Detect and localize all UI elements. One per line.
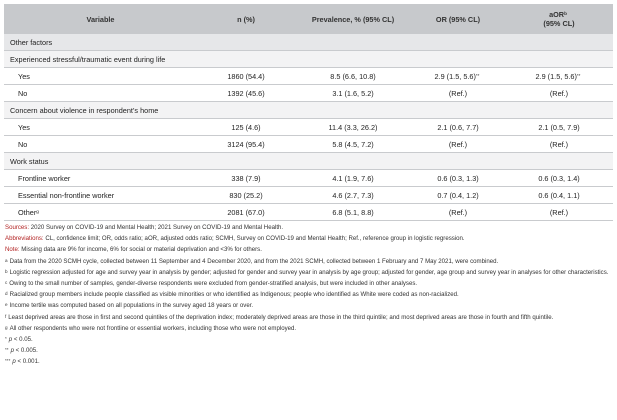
cell-or: (Ref.) (411, 85, 505, 102)
cell-aor: 2.1 (0.5, 7.9) (505, 119, 613, 136)
row-label: Frontline worker (4, 170, 197, 187)
cell-or: 0.7 (0.4, 1.2) (411, 187, 505, 204)
note-label: Note: (5, 246, 20, 254)
sig-text: < 0.005. (13, 347, 38, 355)
row-label: Yes (4, 68, 197, 85)
cell-prevalence: 8.5 (6.6, 10.8) (295, 68, 411, 85)
significance-note (4, 358, 613, 366)
sig-mark: * (5, 335, 7, 341)
header-variable: Variable (4, 4, 197, 34)
cell-or (411, 68, 505, 85)
significance-note (4, 336, 613, 344)
table-row (4, 170, 613, 187)
group-row (4, 102, 613, 119)
section-row (4, 34, 613, 51)
cell-prevalence: 3.1 (1.6, 5.2) (295, 85, 411, 102)
sources-note (4, 224, 613, 232)
table-row (4, 68, 613, 85)
missing-data-note (4, 246, 613, 254)
section-title: Other factors (4, 34, 613, 51)
footnote-text: All other respondents who were not frontline or essential workers, including those who were not employed. (9, 324, 297, 332)
cell-n: 3124 (95.4) (197, 136, 295, 153)
row-label: Essential non-frontline worker (4, 187, 197, 204)
table-container (4, 4, 613, 369)
header-n: n (%) (197, 4, 295, 34)
cell-or: 2.1 (0.6, 7.7) (411, 119, 505, 136)
cell-or: (Ref.) (411, 136, 505, 153)
table-row (4, 204, 613, 221)
cell-n: 2081 (67.0) (197, 204, 295, 221)
sources-text: 2020 Survey on COVID-19 and Mental Health; 2021 Survey on COVID-19 and Mental Health. (29, 224, 284, 231)
header-or: OR (95% CL) (411, 4, 505, 34)
header-aor-cl: (95% CL) (543, 19, 575, 28)
table-row (4, 85, 613, 102)
footnote-mark: e (5, 302, 8, 308)
row-label-text: Other (18, 207, 37, 217)
abbreviations-text: CL, confidence limit; OR, odds ratio; aOR, adjusted odds ratio; SCMH, Survey on COVID-19 and Mental Health; Ref., reference group in logistic regression. (43, 235, 465, 243)
sig-p: p (12, 358, 16, 366)
sig-text: < 0.05. (12, 335, 33, 343)
cell-aor (505, 68, 613, 85)
cell-or: 0.6 (0.3, 1.3) (411, 170, 505, 187)
footnote-text: Racialized group members include people classified as visible minorities or who identified as Indigenous; people who identified as White were coded as non-racialized. (9, 291, 459, 299)
sig-p: p (10, 347, 14, 355)
sig-text: < 0.001. (15, 358, 40, 366)
abbreviations-note (4, 235, 613, 243)
cell-or-value: 2.9 (1.5, 5.6) (434, 71, 476, 81)
table-notes (4, 224, 613, 366)
table-row (4, 187, 613, 204)
group-row (4, 153, 613, 170)
sig-mark: ** (5, 347, 9, 353)
footnote (4, 258, 613, 266)
cell-aor: (Ref.) (505, 136, 613, 153)
cell-prevalence: 4.1 (1.9, 7.6) (295, 170, 411, 187)
cell-prevalence: 11.4 (3.3, 26.2) (295, 119, 411, 136)
header-aor (505, 4, 613, 34)
group-row (4, 51, 613, 68)
cell-aor: 0.6 (0.4, 1.1) (505, 187, 613, 204)
group-title: Experienced stressful/traumatic event during life (4, 51, 613, 68)
footnote-text: Data from the 2020 SCMH cycle, collected between 11 September and 4 December 2020, and from the 2021 SCMH, collected between 1 February and 7 May 2021, were combined. (9, 257, 499, 265)
cell-prevalence: 4.6 (2.7, 7.3) (295, 187, 411, 204)
footnote-mark: d (5, 291, 8, 297)
table-row (4, 119, 613, 136)
footnote-mark: c (5, 279, 8, 285)
footnote (4, 291, 613, 299)
cell-n: 830 (25.2) (197, 187, 295, 204)
footnote (4, 302, 613, 310)
footnote (4, 280, 613, 288)
footnote-text: Income tertile was computed based on all populations in the survey aged 18 years or over. (9, 302, 254, 310)
cell-n: 125 (4.6) (197, 119, 295, 136)
row-label: No (4, 85, 197, 102)
cell-or: (Ref.) (411, 204, 505, 221)
significance-note (4, 347, 613, 355)
footnote-mark: g (5, 324, 8, 330)
group-title: Concern about violence in respondent’s home (4, 102, 613, 119)
footnote-mark: a (5, 257, 8, 263)
cell-prevalence: 6.8 (5.1, 8.8) (295, 204, 411, 221)
cell-aor: (Ref.) (505, 85, 613, 102)
cell-aor: 0.6 (0.3, 1.4) (505, 170, 613, 187)
footnote (4, 269, 613, 277)
footnote-text: Least deprived areas are those in first and second quintiles of the deprivation index; moderately deprived areas are those in the third quintile; and most deprived areas are those in fourth and fifth quintile. (8, 313, 554, 321)
cell-n: 338 (7.9) (197, 170, 295, 187)
row-label: No (4, 136, 197, 153)
sig-mark: *** (5, 358, 11, 364)
note-text: Missing data are 9% for income, 6% for social or material deprivation and <3% for others. (19, 246, 262, 254)
footnote (4, 314, 613, 322)
table-header-row (4, 4, 613, 34)
footnote-text: Owing to the small number of samples, gender-diverse respondents were excluded from gender-stratified analysis, but were included in other analyses. (9, 279, 418, 287)
cell-aor-mark: ** (576, 72, 581, 78)
row-label (4, 204, 197, 221)
results-table (4, 4, 613, 221)
footnote-text: Logistic regression adjusted for age and survey year in analysis by gender; adjusted for gender and survey year in analysis by age group; adjusted for gender, age group and survey year in analyses for other characteristics. (9, 268, 609, 276)
cell-aor: (Ref.) (505, 204, 613, 221)
group-title: Work status (4, 153, 613, 170)
footnote (4, 325, 613, 333)
table-row (4, 136, 613, 153)
cell-aor-value: 2.9 (1.5, 5.6) (535, 71, 577, 81)
sig-p: p (8, 335, 13, 343)
header-prevalence: Prevalence, % (95% CL) (295, 4, 411, 34)
header-aor-footnote-mark: b (564, 11, 567, 16)
sources-label: Sources: (5, 224, 30, 231)
row-label-mark: g (36, 208, 39, 214)
header-aor-label: aOR (549, 10, 565, 19)
cell-n: 1392 (45.6) (197, 85, 295, 102)
footnote-mark: f (5, 313, 7, 319)
cell-n: 1860 (54.4) (197, 68, 295, 85)
abbreviations-label: Abbreviations: (5, 235, 44, 243)
row-label: Yes (4, 119, 197, 136)
footnote-mark: b (5, 268, 8, 274)
cell-prevalence: 5.8 (4.5, 7.2) (295, 136, 411, 153)
cell-or-mark: ** (475, 72, 480, 78)
